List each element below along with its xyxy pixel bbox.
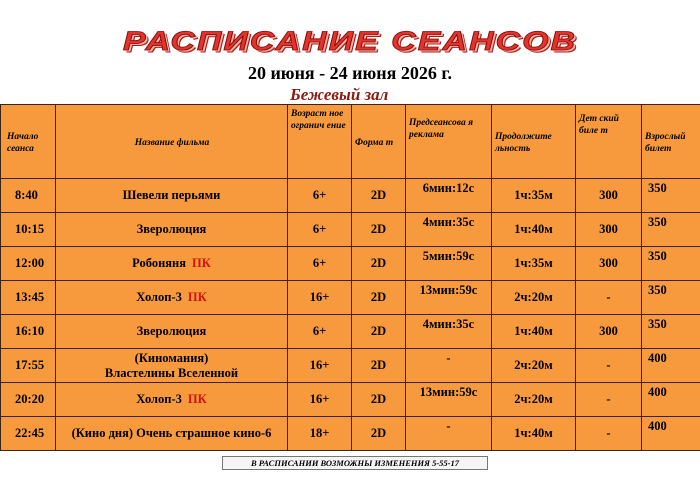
film-title xyxy=(56,315,288,349)
table-row xyxy=(1,247,700,281)
age-limit: 6+ xyxy=(288,315,352,349)
child-price: 300 xyxy=(576,213,642,247)
table-row xyxy=(1,281,700,315)
start-time: 8:40 xyxy=(1,179,56,213)
film-title xyxy=(56,383,288,417)
child-price: - xyxy=(576,281,642,315)
adult-price: 400 xyxy=(642,383,700,417)
col-start-time: Начало сеанса xyxy=(1,105,56,179)
child-price: - xyxy=(576,383,642,417)
col-film-title: Название фильма xyxy=(56,105,288,179)
film-title xyxy=(56,417,288,451)
film-title-text: Шевели перьями xyxy=(122,188,221,202)
format: 2D xyxy=(352,179,406,213)
start-time: 12:00 xyxy=(1,247,56,281)
pk-badge: ПК xyxy=(187,290,207,304)
age-limit: 16+ xyxy=(288,281,352,315)
format: 2D xyxy=(352,281,406,315)
col-ads: Предсеансова я реклама xyxy=(406,105,492,179)
ad-duration: 13мин:59с xyxy=(406,281,492,315)
film-title-text: Холоп-3 xyxy=(136,392,182,406)
schedule-table xyxy=(0,104,700,451)
child-price: - xyxy=(576,349,642,383)
start-time: 17:55 xyxy=(1,349,56,383)
film-title xyxy=(56,281,288,315)
film-title-text: (Кино дня) Очень страшное кино-6 xyxy=(71,426,272,440)
schedule-banner: РАСПИСАНИЕ СЕАНСОВ xyxy=(122,25,578,57)
changes-notice: В РАСПИСАНИИ ВОЗМОЖНЫ ИЗМЕНЕНИЯ 5-55-17 xyxy=(222,456,488,470)
start-time: 13:45 xyxy=(1,281,56,315)
adult-price: 350 xyxy=(642,281,700,315)
ad-duration: 5мин:59с xyxy=(406,247,492,281)
ad-duration: 4мин:35с xyxy=(406,315,492,349)
child-price: 300 xyxy=(576,315,642,349)
film-duration: 1ч:40м xyxy=(492,213,576,247)
adult-price: 350 xyxy=(642,213,700,247)
format: 2D xyxy=(352,383,406,417)
adult-price: 350 xyxy=(642,179,700,213)
film-title-text: Зверолюция xyxy=(136,324,207,338)
adult-price: 400 xyxy=(642,417,700,451)
adult-price: 350 xyxy=(642,247,700,281)
col-duration: Продолжите льность xyxy=(492,105,576,179)
film-title-line2: Властелины Вселенной xyxy=(104,365,239,380)
format: 2D xyxy=(352,417,406,451)
table-row xyxy=(1,417,700,451)
age-limit: 18+ xyxy=(288,417,352,451)
start-time: 20:20 xyxy=(1,383,56,417)
format: 2D xyxy=(352,213,406,247)
film-title xyxy=(56,213,288,247)
format: 2D xyxy=(352,247,406,281)
ad-duration: - xyxy=(406,349,492,383)
date-range: 20 июня - 24 июня 2026 г. xyxy=(247,63,453,83)
table-row xyxy=(1,179,700,213)
pk-badge: ПК xyxy=(192,256,211,270)
ad-duration: 13мин:59с xyxy=(406,383,492,417)
col-adult-ticket: Взрослый билет xyxy=(642,105,700,179)
film-duration: 2ч:20м xyxy=(492,349,576,383)
film-title-text: Зверолюция xyxy=(136,222,207,236)
hall-name: Бежевый зал xyxy=(290,85,389,104)
age-limit: 6+ xyxy=(288,247,352,281)
film-title-text: Робоняня xyxy=(132,256,187,270)
film-duration: 2ч:20м xyxy=(492,281,576,315)
col-child-ticket: Дет ский биле т xyxy=(576,105,642,179)
table-row xyxy=(1,315,700,349)
film-duration: 1ч:40м xyxy=(492,417,576,451)
format: 2D xyxy=(352,349,406,383)
age-limit: 16+ xyxy=(288,349,352,383)
format: 2D xyxy=(352,315,406,349)
age-limit: 16+ xyxy=(288,383,352,417)
film-title-text: (Киномания) xyxy=(134,350,209,365)
film-title xyxy=(56,179,288,213)
adult-price: 400 xyxy=(642,349,700,383)
film-duration: 1ч:35м xyxy=(492,247,576,281)
start-time: 22:45 xyxy=(1,417,56,451)
ad-duration: - xyxy=(406,417,492,451)
pk-badge: ПК xyxy=(187,392,207,406)
ad-duration: 6мин:12с xyxy=(406,179,492,213)
film-duration: 2ч:20м xyxy=(492,383,576,417)
start-time: 10:15 xyxy=(1,213,56,247)
adult-price: 350 xyxy=(642,315,700,349)
child-price: 300 xyxy=(576,179,642,213)
header-row xyxy=(1,105,700,179)
film-duration: 1ч:35м xyxy=(492,179,576,213)
child-price: - xyxy=(576,417,642,451)
age-limit: 6+ xyxy=(288,179,352,213)
film-title xyxy=(56,247,288,281)
start-time: 16:10 xyxy=(1,315,56,349)
table-row xyxy=(1,383,700,417)
age-limit: 6+ xyxy=(288,213,352,247)
table-row xyxy=(1,213,700,247)
film-title-text: Холоп-3 xyxy=(136,290,182,304)
table-row xyxy=(1,349,700,383)
child-price: 300 xyxy=(576,247,642,281)
film-title xyxy=(56,349,288,383)
col-format: Форма т xyxy=(352,105,406,179)
col-age-limit: Возраст ное огранич ение xyxy=(288,105,352,179)
ad-duration: 4мин:35с xyxy=(406,213,492,247)
film-duration: 1ч:40м xyxy=(492,315,576,349)
